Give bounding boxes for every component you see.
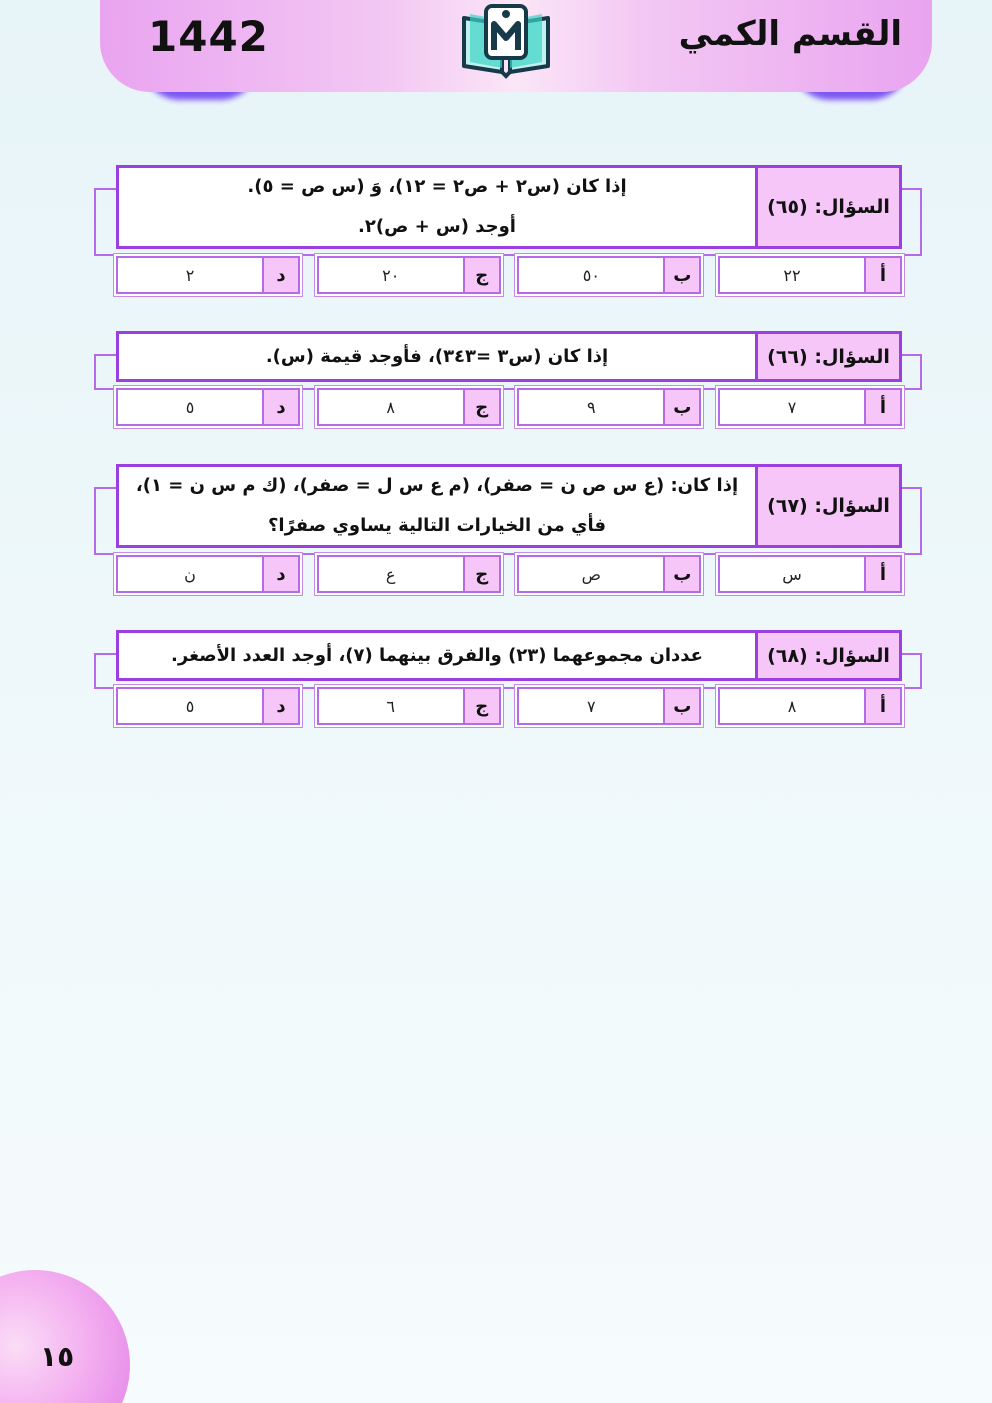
option-value: ٧	[787, 397, 797, 417]
option-letter: د	[262, 258, 298, 292]
option-value: ن	[184, 564, 196, 584]
question-text	[119, 334, 755, 379]
question-text	[119, 633, 755, 678]
option-b[interactable]	[517, 687, 701, 725]
question-row	[116, 165, 902, 249]
question-row	[116, 630, 902, 681]
option-value: س	[782, 564, 802, 584]
option-value: ٦	[386, 696, 395, 716]
question-line: إذا كان (س٢ + ص٢ = ١٢)، وَ (س ص = ٥).	[247, 176, 627, 197]
question-text	[119, 467, 755, 545]
option-value: ٩	[587, 397, 596, 417]
option-value: ٢	[185, 265, 195, 285]
option-b[interactable]	[517, 388, 701, 426]
option-b[interactable]	[517, 555, 701, 593]
option-letter: ج	[463, 557, 499, 591]
option-a[interactable]	[718, 555, 902, 593]
option-value: ٥٠	[582, 265, 600, 285]
question-label: السؤال: (٦٦)	[755, 334, 899, 379]
page-number: ١٥	[40, 1340, 75, 1373]
option-letter: أ	[864, 390, 900, 424]
option-d[interactable]	[116, 256, 300, 294]
option-letter: د	[262, 689, 298, 723]
option-d[interactable]	[116, 555, 300, 593]
option-value: ٨	[386, 397, 395, 417]
option-letter: د	[262, 557, 298, 591]
option-value: ص	[581, 564, 602, 584]
option-letter: ب	[663, 258, 699, 292]
question-line: أوجد (س + ص)٢.	[358, 216, 516, 237]
option-b[interactable]	[517, 256, 701, 294]
option-value: ٢٢	[783, 265, 801, 285]
options-row	[116, 256, 902, 294]
option-c[interactable]	[317, 555, 501, 593]
question-text	[119, 168, 755, 246]
option-value: ع	[385, 564, 396, 584]
options-row	[116, 388, 902, 426]
question-line: إذا كان (س٣ =٣٤٣)، فأوجد قيمة (س).	[265, 345, 609, 367]
question-row	[116, 331, 902, 382]
option-d[interactable]	[116, 687, 300, 725]
option-value: ٨	[787, 696, 797, 716]
question-line: عددان مجموعهما (٢٣) والفرق بينهما (٧)، أوجد العدد الأصغر.	[171, 644, 703, 666]
option-letter: أ	[864, 258, 900, 292]
option-letter: ج	[463, 689, 499, 723]
header-year: 1442	[148, 12, 269, 61]
header-title: القسم الكمي	[678, 14, 902, 54]
option-c[interactable]	[317, 388, 501, 426]
option-value: ٥	[185, 696, 195, 716]
option-letter: ب	[663, 390, 699, 424]
option-a[interactable]	[718, 256, 902, 294]
option-value: ٧	[587, 696, 596, 716]
option-letter: ج	[463, 258, 499, 292]
options-row	[116, 555, 902, 593]
option-d[interactable]	[116, 388, 300, 426]
option-letter: أ	[864, 557, 900, 591]
option-value: ٥	[185, 397, 195, 417]
question-row	[116, 464, 902, 548]
decorative-bubble	[0, 1270, 130, 1403]
question-line: إذا كان: (ع س ص ن = صفر)، (م ع س ل = صفر)، (ك م س ن = ١)،	[135, 475, 739, 496]
option-letter: ب	[663, 689, 699, 723]
book-m-logo-icon	[456, 0, 556, 80]
option-value: ٢٠	[382, 265, 400, 285]
option-letter: ب	[663, 557, 699, 591]
question-label: السؤال: (٦٧)	[755, 467, 899, 545]
option-c[interactable]	[317, 687, 501, 725]
option-c[interactable]	[317, 256, 501, 294]
question-label: السؤال: (٦٨)	[755, 633, 899, 678]
question-label: السؤال: (٦٥)	[755, 168, 899, 246]
option-letter: د	[262, 390, 298, 424]
option-letter: ج	[463, 390, 499, 424]
options-row	[116, 687, 902, 725]
option-letter: أ	[864, 689, 900, 723]
option-a[interactable]	[718, 687, 902, 725]
option-a[interactable]	[718, 388, 902, 426]
question-line: فأي من الخيارات التالية يساوي صفرًا؟	[267, 515, 607, 536]
